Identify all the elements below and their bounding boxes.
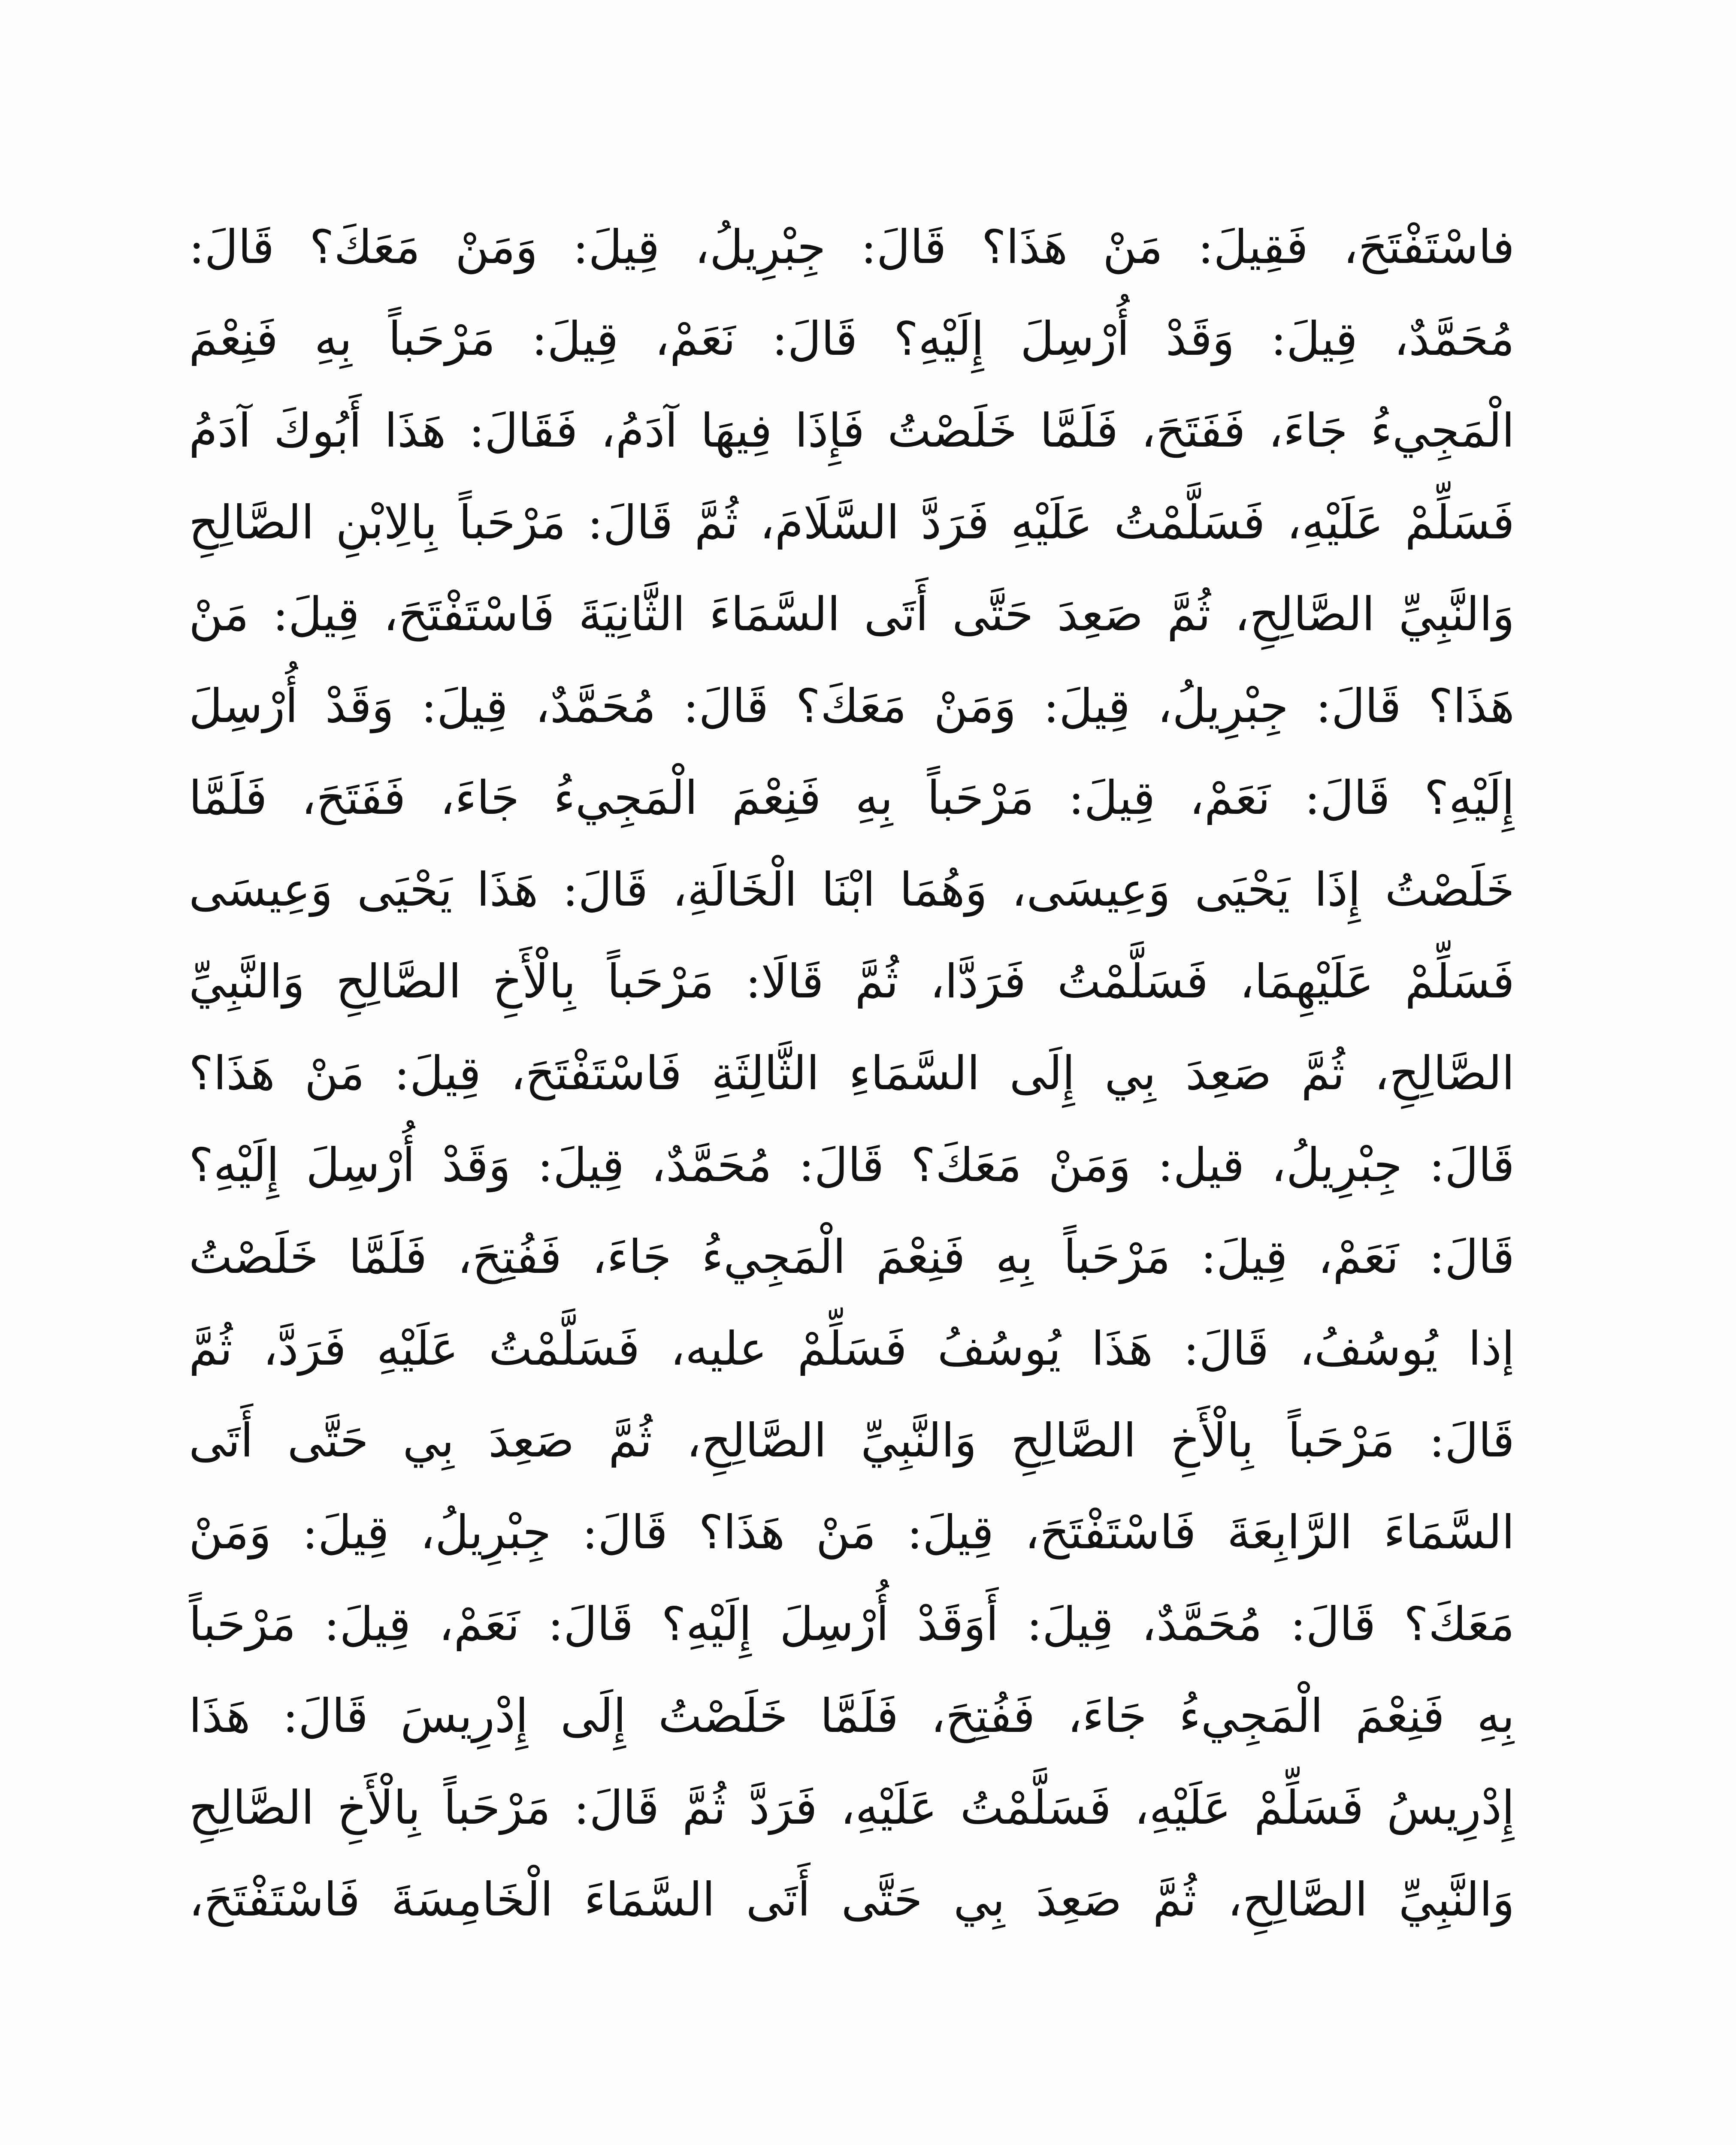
text-line: قَالَ: نَعَمْ، قِيلَ: مَرْحَباً بِهِ فَنِعْمَ الْمَجِيءُ جَاءَ، فَفُتِحَ، فَلَمَّا خَلَصْتُ (189, 1230, 1515, 1284)
text-line: وَالنَّبِيِّ الصَّالِحِ، ثُمَّ صَعِدَ بِي حَتَّى أَتَى السَّمَاءَ الْخَامِسَةَ فَاسْتَفْتَحَ، (189, 1873, 1515, 1927)
text-line: إِلَيْهِ؟ قَالَ: نَعَمْ، قِيلَ: مَرْحَباً بِهِ فَنِعْمَ الْمَجِيءُ جَاءَ، فَفَتَحَ، فَلَمَّا (189, 771, 1515, 825)
text-line: مُحَمَّدٌ، قِيلَ: وَقَدْ أُرْسِلَ إِلَيْهِ؟ قَالَ: نَعَمْ، قِيلَ: مَرْحَباً بِهِ فَنِعْمَ (189, 312, 1515, 366)
text-line: فاسْتَفْتَحَ، فَقِيلَ: مَنْ هَذَا؟ قَالَ: جِبْرِيلُ، قِيلَ: وَمَنْ مَعَكَ؟ قَالَ: (189, 221, 1515, 274)
text-line: قَالَ: جِبْرِيلُ، قيل: وَمَنْ مَعَكَ؟ قَالَ: مُحَمَّدٌ، قِيلَ: وَقَدْ أُرْسِلَ إِلَيْهِ؟ (189, 1139, 1515, 1192)
text-line: بِهِ فَنِعْمَ الْمَجِيءُ جَاءَ، فَفُتِحَ، فَلَمَّا خَلَصْتُ إِلَى إِدْرِيسَ قَالَ: هَذَا (189, 1689, 1515, 1743)
text-line: فَسَلِّمْ عَلَيْهِ، فَسَلَّمْتُ عَلَيْهِ فَرَدَّ السَّلَامَ، ثُمَّ قَالَ: مَرْحَباً بِالِابْنِ الصَّالِحِ (189, 496, 1515, 550)
text-line: فَسَلِّمْ عَلَيْهِمَا، فَسَلَّمْتُ فَرَدَّا، ثُمَّ قَالَا: مَرْحَباً بِالْأَخِ الصَّالِحِ وَالنَّبِيِّ (189, 955, 1515, 1009)
text-line: الصَّالِحِ، ثُمَّ صَعِدَ بِي إِلَى السَّمَاءِ الثَّالِثَةِ فَاسْتَفْتَحَ، قِيلَ: مَنْ هَذَا؟ (189, 1047, 1515, 1100)
text-line: خَلَصْتُ إِذَا يَحْيَى وَعِيسَى، وَهُمَا ابْنَا الْخَالَةِ، قَالَ: هَذَا يَحْيَى وَعِيسَى (189, 863, 1515, 917)
text-line: الْمَجِيءُ جَاءَ، فَفَتَحَ، فَلَمَّا خَلَصْتُ فَإِذَا فِيهَا آدَمُ، فَقَالَ: هَذَا أَبُوكَ آدَمُ (189, 404, 1515, 458)
text-line: إذا يُوسُفُ، قَالَ: هَذَا يُوسُفُ فَسَلِّمْ عليه، فَسَلَّمْتُ عَلَيْهِ فَرَدَّ، ثُمَّ (189, 1322, 1515, 1376)
text-line: إِدْرِيسُ فَسَلِّمْ عَلَيْهِ، فَسَلَّمْتُ عَلَيْهِ، فَرَدَّ ثُمَّ قَالَ: مَرْحَباً بِالْأَخِ الصَّالِحِ (189, 1781, 1515, 1835)
text-line: قَالَ: مَرْحَباً بِالْأَخِ الصَّالِحِ وَالنَّبِيِّ الصَّالِحِ، ثُمَّ صَعِدَ بِي حَتَّى أَتَى (189, 1414, 1515, 1468)
text-line: وَالنَّبِيِّ الصَّالِحِ، ثُمَّ صَعِدَ حَتَّى أَتَى السَّمَاءَ الثَّانِيَةَ فَاسْتَفْتَحَ، قِيلَ: مَنْ (189, 588, 1515, 641)
text-line: السَّمَاءَ الرَّابِعَةَ فَاسْتَفْتَحَ، قِيلَ: مَنْ هَذَا؟ قَالَ: جِبْرِيلُ، قِيلَ: وَمَنْ (189, 1506, 1515, 1559)
body-text (189, 202, 1515, 1946)
text-line: مَعَكَ؟ قَالَ: مُحَمَّدٌ، قِيلَ: أَوَقَدْ أُرْسِلَ إِلَيْهِ؟ قَالَ: نَعَمْ، قِيلَ: مَرْحَباً (189, 1598, 1515, 1651)
text-line: هَذَا؟ قَالَ: جِبْرِيلُ، قِيلَ: وَمَنْ مَعَكَ؟ قَالَ: مُحَمَّدٌ، قِيلَ: وَقَدْ أُرْسِلَ (189, 680, 1515, 733)
